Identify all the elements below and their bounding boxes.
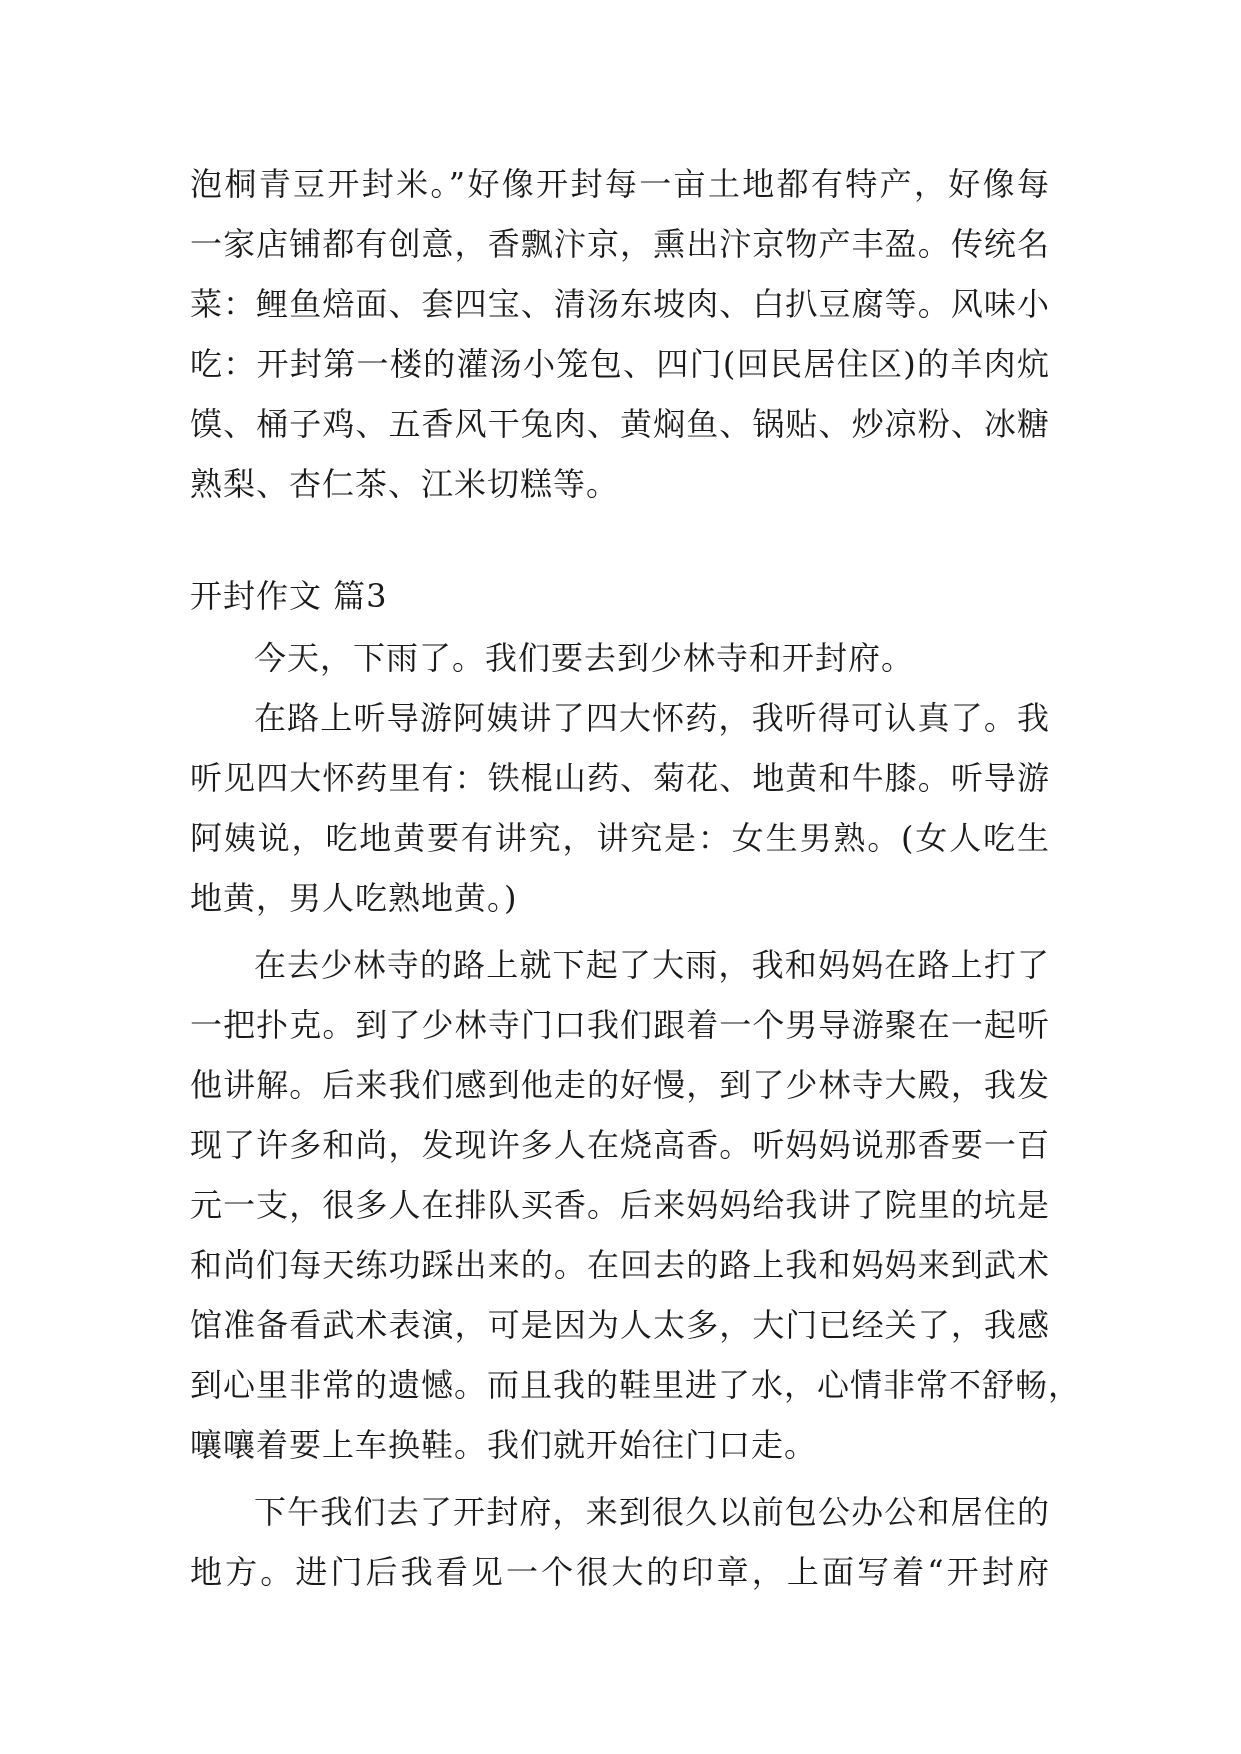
text-line: 在去少林寺的路上就下起了大雨，我和妈妈在路上打了: [254, 946, 1050, 984]
text-line: 馍、桶子鸡、五香风干兔肉、黄焖鱼、锅贴、炒凉粉、冰糖: [190, 405, 1050, 443]
text-line: 一把扑克。到了少林寺门口我们跟着一个男导游聚在一起听: [190, 1006, 1050, 1044]
text-line: 一家店铺都有创意，香飘汴京，熏出汴京物产丰盈。传统名: [190, 225, 1050, 263]
text-line: 今天，下雨了。我们要去到少林寺和开封府。: [254, 639, 915, 677]
text-line: 吃：开封第一楼的灌汤小笼包、四门(回民居住区)的羊肉炕: [190, 345, 1050, 383]
text-line: 现了许多和尚，发现许多人在烧高香。听妈妈说那香要一百: [190, 1126, 1050, 1164]
section-title: 开封作文 篇3: [190, 577, 388, 615]
text-line: 听见四大怀药里有：铁棍山药、菊花、地黄和牛膝。听导游: [190, 759, 1050, 797]
text-line: 地黄，男人吃熟地黄。): [190, 879, 518, 917]
text-line: 到心里非常的遗憾。而且我的鞋里进了水，心情非常不舒畅，: [190, 1366, 1082, 1404]
text-line: 元一支，很多人在排队买香。后来妈妈给我讲了院里的坑是: [190, 1186, 1050, 1224]
text-line: 他讲解。后来我们感到他走的好慢，到了少林寺大殿，我发: [190, 1066, 1050, 1104]
text-line: 在路上听导游阿姨讲了四大怀药，我听得可认真了。我: [254, 699, 1050, 737]
text-line: 菜：鲤鱼焙面、套四宝、清汤东坡肉、白扒豆腐等。风味小: [190, 285, 1050, 323]
text-line: 熟梨、杏仁茶、江米切糕等。: [190, 465, 620, 503]
text-line: 泡桐青豆开封米。”好像开封每一亩土地都有特产，好像每: [190, 165, 1050, 203]
text-line: 嚷嚷着要上车换鞋。我们就开始往门口走。: [190, 1426, 818, 1464]
text-line: 馆准备看武术表演，可是因为人太多，大门已经关了，我感: [190, 1306, 1050, 1344]
text-line: 阿姨说，吃地黄要有讲究，讲究是：女生男熟。(女人吃生: [190, 819, 1050, 857]
text-line: 下午我们去了开封府，来到很久以前包公办公和居住的: [254, 1493, 1050, 1531]
text-line: 和尚们每天练功踩出来的。在回去的路上我和妈妈来到武术: [190, 1246, 1050, 1284]
text-line: 地方。进门后我看见一个很大的印章，上面写着“开封府: [190, 1553, 1050, 1591]
